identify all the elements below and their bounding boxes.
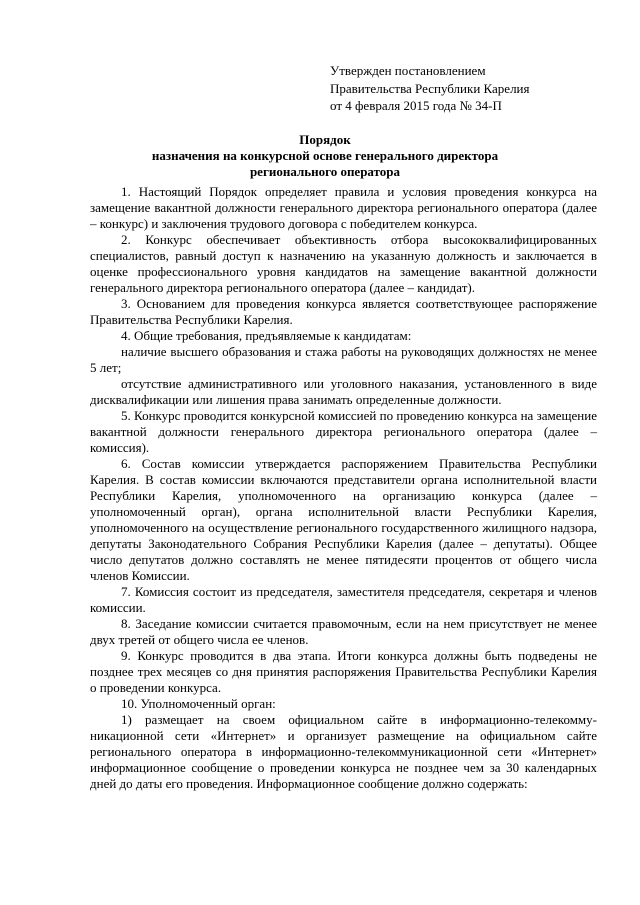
document-title bbox=[90, 132, 560, 180]
paragraph: 6. Состав комиссии утверждается распоряжением Правительства Республики Карелия. В состав комиссии включаются представители органа исполнительной власти Республики Карелия, уполномоченного на организацию конкурса (далее – уполномоченный орган), органа исполнительной власти Республики Карелия, уполномоченного на осуществление регионального государственного жилищного надзора, депутаты Законодательного Собрания Республики Карелия (далее – депутаты). Общее число депутатов должно составлять не менее пятидесяти процентов от общего числа членов Комиссии. bbox=[90, 456, 597, 583]
paragraph: 10. Уполномоченный орган: bbox=[121, 696, 276, 711]
title-line: Порядок bbox=[299, 132, 351, 147]
paragraph: 7. Комиссия состоит из председателя, заместителя председателя, секретаря и членов комиссии. bbox=[90, 584, 597, 615]
paragraph: 8. Заседание комиссии считается правомочным, если на нем присутствует не менее двух третей от общего числа ее членов. bbox=[90, 616, 597, 647]
paragraph: 2. Конкурс обеспечивает объективность отбора высококвалифицированных специалистов, равный доступ к назначению на указанную должность и заключается в оценке профессионального уровня кандидатов на замещение вакантной должности генерального директора регионального оператора (далее – кандидат). bbox=[90, 232, 597, 295]
paragraph: 1) размещает на своем официальном сайте в информационно-телекомму-никационной сети «Интернет» и организует размещение на официальном сайте регионального оператора в информационно-телекоммуникационной сети «Интернет» информационное сообщение о проведении конкурса не позднее чем за 30 календарных дней до даты его проведения. Информационное сообщение должно содержать: bbox=[90, 712, 597, 791]
title-line: регионального оператора bbox=[249, 164, 401, 179]
paragraph: наличие высшего образования и стажа работы на руководящих должностях не менее 5 лет; bbox=[90, 344, 597, 375]
paragraph: 9. Конкурс проводится в два этапа. Итоги конкурса должны быть подведены не позднее трех месяцев со дня принятия распоряжения Правительства Республики Карелия о проведении конкурса. bbox=[90, 648, 597, 695]
paragraph: 1. Настоящий Порядок определяет правила и условия проведения конкурса на замещение вакантной должности генерального директора регионального оператора (далее – конкурс) и заключения трудового договора с победителем конкурса. bbox=[90, 184, 597, 231]
paragraph: 5. Конкурс проводится конкурсной комиссией по проведению конкурса на замещение вакантной должности генерального директора регионального оператора (далее – комиссия). bbox=[90, 408, 597, 455]
approval-line: от 4 февраля 2015 года № 34-П bbox=[330, 98, 502, 113]
approval-line: Правительства Республики Карелия bbox=[330, 80, 530, 96]
document-body bbox=[90, 184, 597, 792]
paragraph: 4. Общие требования, предъявляемые к кандидатам: bbox=[121, 328, 412, 343]
title-line: назначения на конкурсной основе генерального директора bbox=[151, 148, 499, 163]
paragraph: отсутствие административного или уголовного наказания, установленного в виде дисквалификации или лишения права занимать определенные должности. bbox=[90, 376, 597, 407]
paragraph: 3. Основанием для проведения конкурса является соответствующее распоряжение Правительства Республики Карелия. bbox=[90, 296, 597, 327]
approval-line: Утвержден постановлением bbox=[330, 63, 486, 78]
approval-stamp bbox=[330, 62, 630, 115]
